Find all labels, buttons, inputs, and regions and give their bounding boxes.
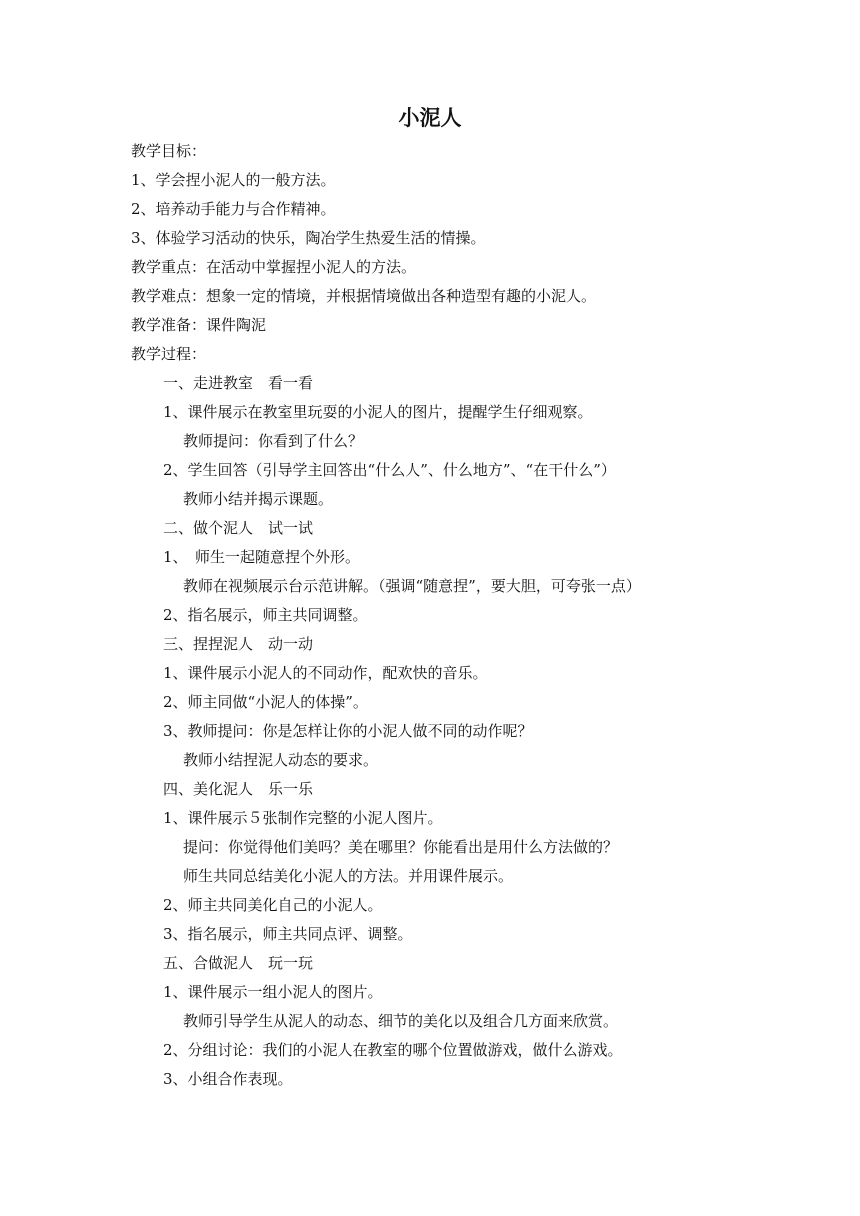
text-line: 1、 师生一起随意捏个外形。	[163, 548, 361, 566]
section-heading: 一、走进教室 看一看	[163, 374, 314, 392]
text-line: 1、课件展示小泥人的不同动作，配欢快的音乐。	[163, 664, 488, 682]
text-line: 2、学生回答（引导学主回答出“什么人”、什么地方”、“在干什么”）	[163, 461, 616, 479]
text-line: 3、指名展示，师主共同点评、调整。	[163, 925, 413, 943]
text-line: 2、分组讨论：我们的小泥人在教室的哪个位置做游戏，做什么游戏。	[163, 1041, 623, 1059]
text-line: 1、课件展示５张制作完整的小泥人图片。	[163, 809, 443, 827]
text-line: 教学过程：	[131, 345, 207, 363]
section-heading: 三、捏捏泥人 动一动	[163, 635, 314, 653]
document-title: 小泥人	[398, 105, 462, 130]
document-body	[131, 137, 831, 1094]
text-line: 3、小组合作表现。	[163, 1070, 293, 1088]
text-line: 教学准备：课件陶泥	[131, 316, 267, 334]
text-line: 2、培养动手能力与合作精神。	[131, 200, 336, 218]
text-line: 2、指名展示，师主共同调整。	[163, 606, 368, 624]
text-line: 教师提问：你看到了什么？	[183, 432, 364, 450]
text-line: 教师小结捏泥人动态的要求。	[183, 751, 379, 769]
text-line: 1、课件展示一组小泥人的图片。	[163, 983, 383, 1001]
text-line: 1、课件展示在教室里玩耍的小泥人的图片，提醒学生仔细观察。	[163, 403, 593, 421]
section-heading: 四、美化泥人 乐一乐	[163, 780, 314, 798]
text-line: 教师小结并揭示课题。	[183, 490, 334, 508]
section-heading: 二、做个泥人 试一试	[163, 519, 314, 537]
text-line: 教师在视频展示台示范讲解。（强调“随意捏”，要大胆，可夸张一点）	[183, 577, 641, 595]
text-line: 3、教师提问：你是怎样让你的小泥人做不同的动作呢？	[163, 722, 533, 740]
text-line: 3、体验学习活动的快乐，陶冶学生热爱生活的情操。	[131, 229, 486, 247]
text-line: 教学目标：	[131, 142, 207, 160]
text-line: 教学难点：想象一定的情境，并根据情境做出各种造型有趣的小泥人。	[131, 287, 597, 305]
text-line: 1、学会捏小泥人的一般方法。	[131, 171, 336, 189]
text-line: 2、师主同做“小泥人的体操”。	[163, 693, 368, 711]
text-line: 师生共同总结美化小泥人的方法。并用课件展示。	[183, 867, 514, 885]
text-line: 教师引导学生从泥人的动态、细节的美化以及组合几方面来欣赏。	[183, 1012, 619, 1030]
text-line: 教学重点：在活动中掌握捏小泥人的方法。	[131, 258, 417, 276]
section-heading: 五、合做泥人 玩一玩	[163, 954, 314, 972]
text-line: 2、师主共同美化自己的小泥人。	[163, 896, 383, 914]
text-line: 提问：你觉得他们美吗？美在哪里？你能看出是用什么方法做的？	[183, 838, 619, 856]
